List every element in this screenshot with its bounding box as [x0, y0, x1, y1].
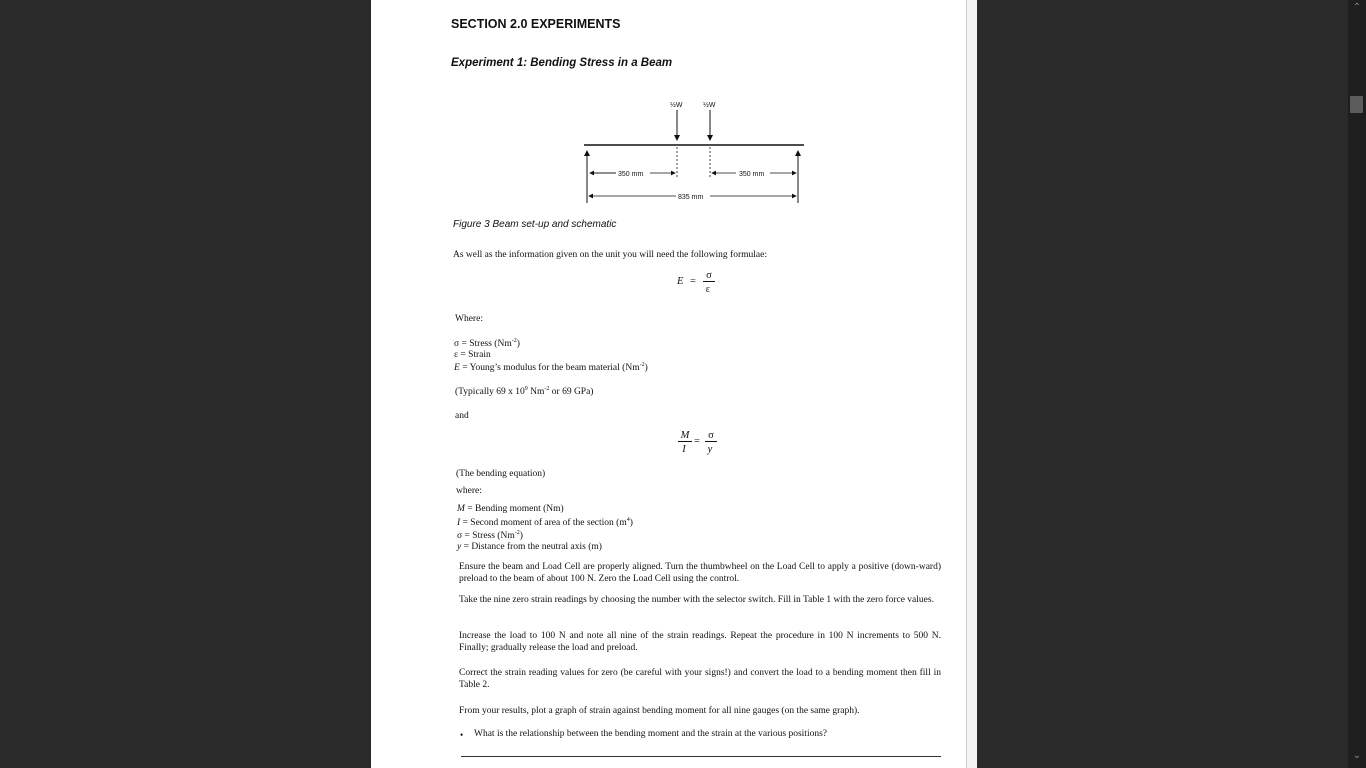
bullet-marker: • [460, 730, 464, 740]
formula2-den1: I [682, 444, 686, 455]
bending-equation-label: (The bending equation) [456, 469, 546, 479]
beam-schematic [576, 93, 816, 211]
formula1-lhs: E [677, 276, 684, 287]
page-rule [461, 756, 941, 757]
scroll-thumb[interactable] [1350, 96, 1363, 113]
paragraph-zero-readings: Take the nine zero strain readings by choosing the number with the selector switch. Fill in Table 1 with the zero force values. [459, 595, 934, 605]
formula1-equals: = [690, 276, 696, 287]
dim-right-label: 350 mm [739, 171, 765, 178]
vertical-scrollbar[interactable] [1348, 0, 1366, 768]
figure-caption: Figure 3 Beam set-up and schematic [453, 219, 617, 230]
scroll-up-icon[interactable]: ⌃ [1352, 2, 1362, 13]
def-youngs-modulus: E = Young’s modulus for the beam material $(Nm^{-2})$ [454, 362, 648, 374]
scroll-down-icon[interactable]: ⌄ [1352, 750, 1362, 761]
document-page [371, 0, 966, 768]
dim-left-label: 350 mm [618, 171, 644, 178]
def-sigma: σ = Stress $(Nm^{-2})$ [454, 338, 520, 350]
where-label-2: where: [456, 486, 482, 496]
def-stress-2: σ = Stress $(Nm^{-2})$ [457, 530, 523, 542]
formula2-den2: y [707, 444, 713, 455]
formula2-num2: σ [705, 430, 717, 442]
formula1-numerator: σ [703, 270, 715, 282]
section-title: SECTION 2.0 EXPERIMENTS [451, 17, 621, 31]
formula2-num1: M [678, 430, 692, 442]
intro-text: As well as the information given on the unit you will need the following formulae: [453, 250, 767, 260]
paragraph-plot-graph: From your results, plot a graph of strain against bending moment for all nine gauges (on the same graph). [459, 706, 860, 716]
formula2-equals: = [694, 436, 700, 447]
typical-value: (Typically 69 x $10^9$ $Nm^{-2}$ or 69 GPa) [455, 386, 594, 398]
where-label: Where: [455, 314, 483, 324]
page-edge [966, 0, 977, 768]
paragraph-correct-readings: Correct the strain reading values for zero (be careful with your signs!) and convert the load to a bending moment then fill in Table 2. [459, 668, 941, 690]
paragraph-increase-load: Increase the load to 100 N and note all nine of the strain readings. Repeat the procedure in 100 N increments to 500 N. Finally; gradually release the load and preload. [459, 631, 941, 653]
experiment-title: Experiment 1: Bending Stress in a Beam [451, 57, 673, 69]
load-label-right: ½W [703, 102, 716, 109]
and-label: and [455, 411, 469, 421]
formula-bending [678, 430, 718, 460]
dim-total-label: 835 mm [678, 194, 704, 201]
paragraph-align: Ensure the beam and Load Cell are properly aligned. Turn the thumbwheel on the Load Cell to apply a positive (down-ward) preload to the beam of about 100 N. Zero the Load Cell using the control. [459, 562, 941, 584]
def-epsilon: ε = Strain [454, 350, 491, 360]
def-bending-moment: M = Bending moment (Nm) [457, 504, 564, 514]
formula1-denominator: ε [705, 284, 711, 295]
def-second-moment: I = Second moment of area of the section $(m^4)$ [457, 517, 633, 529]
def-distance: y = Distance from the neutral axis (m) [457, 542, 602, 552]
bullet-question: What is the relationship between the bending moment and the strain at the various positions? [474, 729, 827, 739]
load-label-left: ½W [670, 102, 683, 109]
